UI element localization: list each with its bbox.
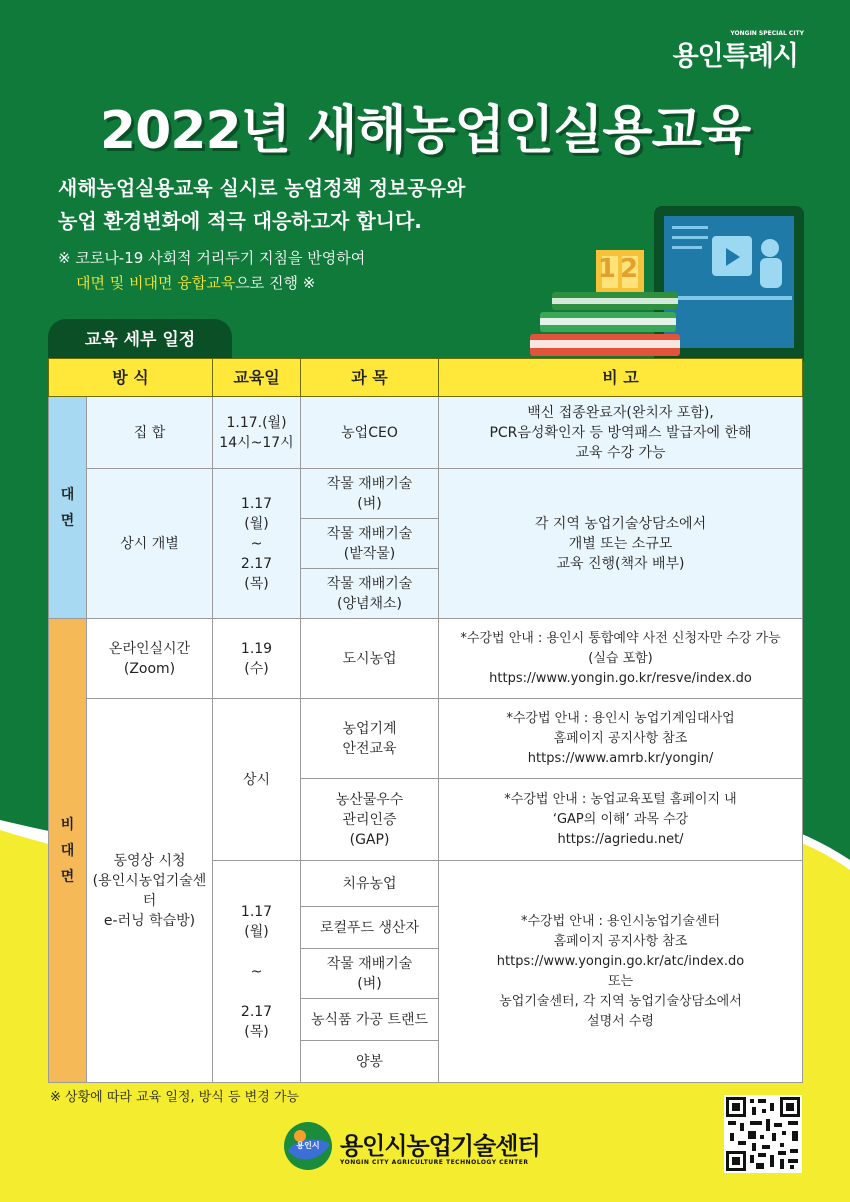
table-row [49, 619, 803, 699]
org-name-block [340, 1126, 540, 1166]
cell-subject: 농산물우수 관리인증 (GAP) [301, 779, 439, 861]
page-title: 2022년 새해농업인실용교육 [99, 101, 751, 161]
cell-subject: 치유농업 [301, 861, 439, 907]
group-online-label: 비 대 면 [60, 816, 75, 885]
group-online [49, 619, 87, 1083]
cell-note: *수강법 안내 : 용인시 통합예약 사전 신청자만 수강 가능 (실습 포함) https://www.yongin.go.kr/resve/index.do [439, 619, 803, 699]
notice [58, 246, 365, 296]
cell-note: *수강법 안내 : 농업교육포털 홈페이지 내 ‘GAP의 이해’ 과목 수강 https://agriedu.net/ [439, 779, 803, 861]
cell-subject: 농식품 가공 트랜드 [301, 999, 439, 1041]
group-offline [49, 397, 87, 619]
table-row [49, 397, 803, 469]
subtitle-line-2: 농업 환경변화에 적극 대응하고자 합니다. [58, 209, 422, 233]
notice-highlight: 대면 및 비대면 융합교육 [76, 274, 236, 292]
table-row [49, 469, 803, 519]
cell-date: 상시 [213, 699, 301, 861]
header-date: 교육일 [213, 359, 301, 397]
cell-date: 1.17 (월) ~ 2.17 (목) [213, 861, 301, 1083]
org-emblem-icon [282, 1120, 334, 1172]
cell-note: *수강법 안내 : 용인시 농업기계임대사업 홈페이지 공지사항 참조 https://www.amrb.kr/yongin/ [439, 699, 803, 779]
cell-subject: 도시농업 [301, 619, 439, 699]
qr-code-icon[interactable] [724, 1095, 802, 1173]
header-subject: 과 목 [301, 359, 439, 397]
city-logo-en: YONGIN SPECIAL CITY [730, 30, 804, 37]
cell-subject: 작물 재배기술 (양념채소) [301, 569, 439, 619]
cell-method: 동영상 시청 (용인시농업기술센터 e-러닝 학습방) [87, 699, 213, 1083]
cell-note: 각 지역 농업기술상담소에서 개별 또는 소규모 교육 진행(책자 배부) [439, 469, 803, 619]
cell-date: 1.19 (수) [213, 619, 301, 699]
footnote: ※ 상황에 따라 교육 일정, 방식 등 변경 가능 [50, 1090, 300, 1105]
schedule-table [48, 358, 803, 1083]
cell-note: *수강법 안내 : 용인시농업기술센터 홈페이지 공지사항 참조 https://www.yongin.go.kr/atc/index.do 또는 농업기술센터, 각 지역 농업기술상담소에서 설명서 수령 [439, 861, 803, 1083]
cell-date: 1.17.(월) 14시~17시 [213, 397, 301, 469]
cell-method: 집 합 [87, 397, 213, 469]
subtitle [58, 172, 465, 238]
notice-line-2-rest: 으로 진행 ※ [235, 274, 316, 292]
cell-date: 1.17 (월) ~ 2.17 (목) [213, 469, 301, 619]
cell-subject: 농업CEO [301, 397, 439, 469]
schedule-tab: 교육 세부 일정 [48, 319, 232, 361]
org-emblem-text: 용인시 [296, 1141, 320, 1150]
table-header-row [49, 359, 803, 397]
notice-line-2 [58, 271, 365, 296]
org-name-en: YONGIN CITY AGRICULTURE TECHNOLOGY CENTER [340, 1159, 529, 1166]
cell-subject: 농업기계 안전교육 [301, 699, 439, 779]
cell-subject: 작물 재배기술 (밭작물) [301, 519, 439, 569]
cell-subject: 양봉 [301, 1041, 439, 1083]
cell-method: 상시 개별 [87, 469, 213, 619]
cell-method: 온라인실시간 (Zoom) [87, 619, 213, 699]
cell-subject: 작물 재배기술 (벼) [301, 469, 439, 519]
header-note: 비 고 [439, 359, 803, 397]
calendar-number: 12 [597, 254, 643, 284]
city-logo [672, 30, 804, 73]
cell-note: 백신 접종완료자(완치자 포함), PCR음성확인자 등 방역패스 발급자에 한해 교육 수강 가능 [439, 397, 803, 469]
header-method: 방 식 [49, 359, 213, 397]
cell-subject: 작물 재배기술 (벼) [301, 949, 439, 999]
city-logo-text: 용인특례시 [672, 41, 798, 72]
org-name: 용인시농업기술센터 [340, 1132, 540, 1160]
notice-line-1: ※ 코로나-19 사회적 거리두기 지침을 반영하여 [58, 249, 366, 267]
group-offline-label: 대 면 [60, 486, 75, 529]
cell-subject: 로컬푸드 생산자 [301, 907, 439, 949]
subtitle-line-1: 새해농업실용교육 실시로 농업정책 정보공유와 [58, 176, 466, 200]
org-logo [282, 1120, 540, 1172]
table-row [49, 699, 803, 779]
